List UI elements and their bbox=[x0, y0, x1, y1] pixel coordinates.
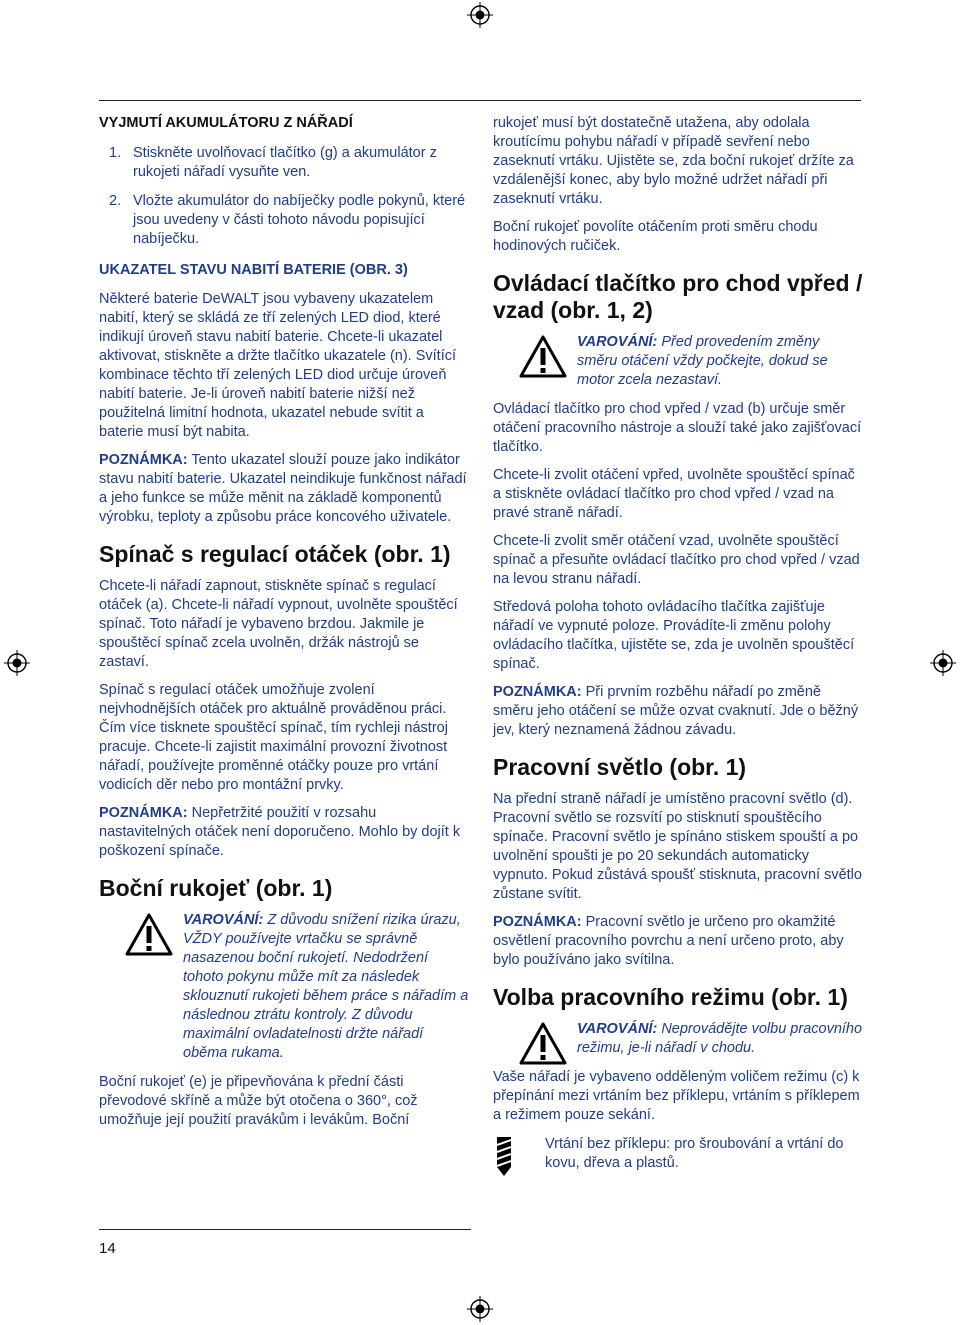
side-handle-continued-2: Boční rukojeť povolíte otáčením proti směru chodu hodinových ručiček. bbox=[493, 219, 818, 254]
forward-reverse-warning bbox=[493, 333, 863, 390]
warning-triangle-icon bbox=[519, 335, 567, 378]
drill-only-text: Vrtání bez příklepu: pro šroubování a vrtání do kovu, dřeva a plastů. bbox=[545, 1136, 844, 1171]
side-handle-warning bbox=[99, 911, 471, 1063]
forward-reverse-paragraph-1: Ovládací tlačítko pro chod vpřed / vzad (b) určuje směr otáčení pracovního nástroje a slouží také jako zajišťovací tlačítko. bbox=[493, 401, 862, 455]
side-handle-paragraph: Boční rukojeť (e) je připevňována k přední části převodové skříně a může být otočena o 360°, což umožňuje její použití pravákům i levákům. Boční bbox=[99, 1074, 418, 1128]
work-light-paragraph: Na přední straně nářadí je umístěno pracovní světlo (d). Pracovní světlo se rozsvítí po stisknutí spouštěcího spínače. Pracovní světlo je spínáno stiskem spouští a po uvolnění spoušti je po 20 sekundách automaticky vypnuto. Pokud zůstává spoušť stisknuta, pracovní světlo zůstane svítit. bbox=[493, 791, 862, 902]
work-light-heading: Pracovní světlo (obr. 1) bbox=[493, 754, 747, 780]
step-number: 2. bbox=[109, 193, 122, 209]
drill-bit-icon bbox=[493, 1137, 515, 1177]
note-text: Nepřetržité použití v rozsahu nastavitelných otáček není doporučeno. Mohlo by dojít k poškození spínače. bbox=[99, 805, 461, 859]
top-rule bbox=[99, 100, 861, 101]
note-text: Pracovní světlo je určeno pro okamžité osvětlení pracovního povrchu a není určeno proto, aby bylo používáno jako svítilna. bbox=[493, 914, 844, 968]
right-column bbox=[493, 114, 863, 1173]
forward-reverse-heading: Ovládací tlačítko pro chod vpřed / vzad (obr. 1, 2) bbox=[493, 270, 863, 323]
registration-mark-icon bbox=[4, 650, 30, 676]
warning-text: Neprovádějte volbu pracovního režimu, je-li nářadí v chodu. bbox=[577, 1021, 863, 1056]
fuel-gauge-note bbox=[99, 451, 471, 527]
warning-label: VAROVÁNÍ: bbox=[183, 912, 264, 928]
warning-triangle-icon bbox=[519, 1022, 567, 1065]
list-item bbox=[99, 192, 471, 249]
side-handle-continued-1: rukojeť musí být dostatečně utažena, aby odolala kroutícímu pohybu nářadí v případě sevření nebo zaseknutí vrtáku. Ujistěte se, zda boční rukojeť držíte za vzdálenější konec, aby bylo možné udržet nářadí při zaseknutí vrtáku. bbox=[493, 115, 854, 207]
mode-selection-heading: Volba pracovního režimu (obr. 1) bbox=[493, 984, 848, 1010]
speed-switch-paragraph-1: Chcete-li nářadí zapnout, stiskněte spínač s regulací otáček (a). Chcete-li nářadí vypnout, uvolněte spouštěcí spínač. Toto nářadí je vybaveno brzdou. Jakmile je spouštěcí spínač zcela uvolněn, držák nástrojů se zastaví. bbox=[99, 578, 458, 670]
left-column bbox=[99, 114, 471, 1139]
note-text: Při prvním rozběhu nářadí po změně směru jeho otáčení se může ozvat cvaknutí. Jde o běžný jev, který neznamená žádnou závadu. bbox=[493, 684, 859, 738]
note-text: Tento ukazatel slouží pouze jako indikátor stavu nabití baterie. Ukazatel neindikuje funkčnost nářadí a jeho funkce se může měnit na základě komponentů výrobku, teploty a způsobu práce koncového uživatele. bbox=[99, 452, 467, 525]
page-number: 14 bbox=[99, 1240, 116, 1257]
registration-mark-icon bbox=[930, 650, 956, 676]
drill-only-mode bbox=[493, 1135, 863, 1173]
speed-switch-paragraph-2: Spínač s regulací otáček umožňuje zvolení nejvhodnějších otáček pro aktuálně prováděnou práci. Čím více tisknete spouštěcí spínač, tím rychleji nástroj pracuje. Chcete-li zajistit maximální provozní životnost nářadí, používejte proměnné otáčky pouze pro vrtání vodicích děr nebo pro montážní prvky. bbox=[99, 682, 448, 793]
fuel-gauge-paragraph: Některé baterie DeWALT jsou vybaveny ukazatelem nabití, který se skládá ze tří zelených LED diod, které indikují úroveň stavu nabití baterie. Chcete-li ukazatel aktivovat, stiskněte a držte tlačítko ukazatele (n). Svítící kombinace těchto tří zelených LED diod určuje úroveň nabití baterie. Je-li úroveň nabití baterie nižší než použitelná limitní hodnota, ukazatel nebude svítit a baterie musí být nabita. bbox=[99, 291, 457, 440]
note-label: POZNÁMKA: bbox=[493, 914, 582, 930]
note-label: POZNÁMKA: bbox=[99, 452, 188, 468]
mode-selection-paragraph: Vaše nářadí je vybaveno odděleným voličem režimu (c) k přepínání mezi vrtáním bez příklepu, vrtáním s příklepem a režimem pouze sekání. bbox=[493, 1069, 860, 1123]
forward-reverse-paragraph-3: Chcete-li zvolit směr otáčení vzad, uvolněte spouštěcí spínač a přesuňte ovládací tlačítko pro chod vpřed / vzad na levou stranu nářadí. bbox=[493, 533, 860, 587]
remove-battery-heading: VYJMUTÍ AKUMULÁTORU Z NÁŘADÍ bbox=[99, 115, 353, 131]
side-handle-heading: Boční rukojeť (obr. 1) bbox=[99, 875, 333, 901]
warning-triangle-icon bbox=[125, 913, 173, 956]
forward-reverse-paragraph-4: Středová poloha tohoto ovládacího tlačítka zajišťuje nářadí ve vypnuté poloze. Provádíte-li změnu polohy ovládacího tlačítka, ujistěte se, zda je uvolněn spouštěcí spínač. bbox=[493, 599, 855, 672]
list-item bbox=[99, 144, 471, 182]
note-label: POZNÁMKA: bbox=[99, 805, 188, 821]
remove-battery-steps bbox=[99, 144, 471, 249]
speed-switch-note bbox=[99, 804, 471, 861]
work-light-note bbox=[493, 913, 863, 970]
step-number: 1. bbox=[109, 145, 122, 161]
forward-reverse-note bbox=[493, 683, 863, 740]
speed-switch-heading: Spínač s regulací otáček (obr. 1) bbox=[99, 541, 451, 567]
step-text: Vložte akumulátor do nabíječky podle pokynů, které jsou uvedeny v části tohoto návodu popisující nabíječku. bbox=[133, 193, 466, 247]
step-text: Stiskněte uvolňovací tlačítko (g) a akumulátor z rukojeti nářadí vysuňte ven. bbox=[133, 145, 437, 180]
bottom-rule bbox=[99, 1229, 471, 1230]
note-label: POZNÁMKA: bbox=[493, 684, 582, 700]
warning-label: VAROVÁNÍ: bbox=[577, 1021, 658, 1037]
warning-text: Z důvodu snížení rizika úrazu, VŽDY používejte vrtačku se správně nasazenou boční rukojetí. Nedodržení tohoto pokynu může mít za následek sklouznutí rukojeti během práce s nářadím a následnou ztrátu kontroly. Z důvodu maximální ovladatelnosti držte nářadí oběma rukama. bbox=[183, 912, 469, 1061]
mode-selection-warning bbox=[493, 1020, 863, 1058]
registration-mark-icon bbox=[467, 1296, 493, 1322]
fuel-gauge-heading: UKAZATEL STAVU NABITÍ BATERIE (OBR. 3) bbox=[99, 262, 408, 278]
forward-reverse-paragraph-2: Chcete-li zvolit otáčení vpřed, uvolněte spouštěcí spínač a stiskněte ovládací tlačítko pro chod vpřed / vzad na pravé straně nářadí. bbox=[493, 467, 855, 521]
warning-text: Před provedením změny směru otáčení vždy počkejte, dokud se motor zcela nezastaví. bbox=[577, 334, 828, 388]
warning-label: VAROVÁNÍ: bbox=[577, 334, 658, 350]
registration-mark-icon bbox=[467, 2, 493, 28]
